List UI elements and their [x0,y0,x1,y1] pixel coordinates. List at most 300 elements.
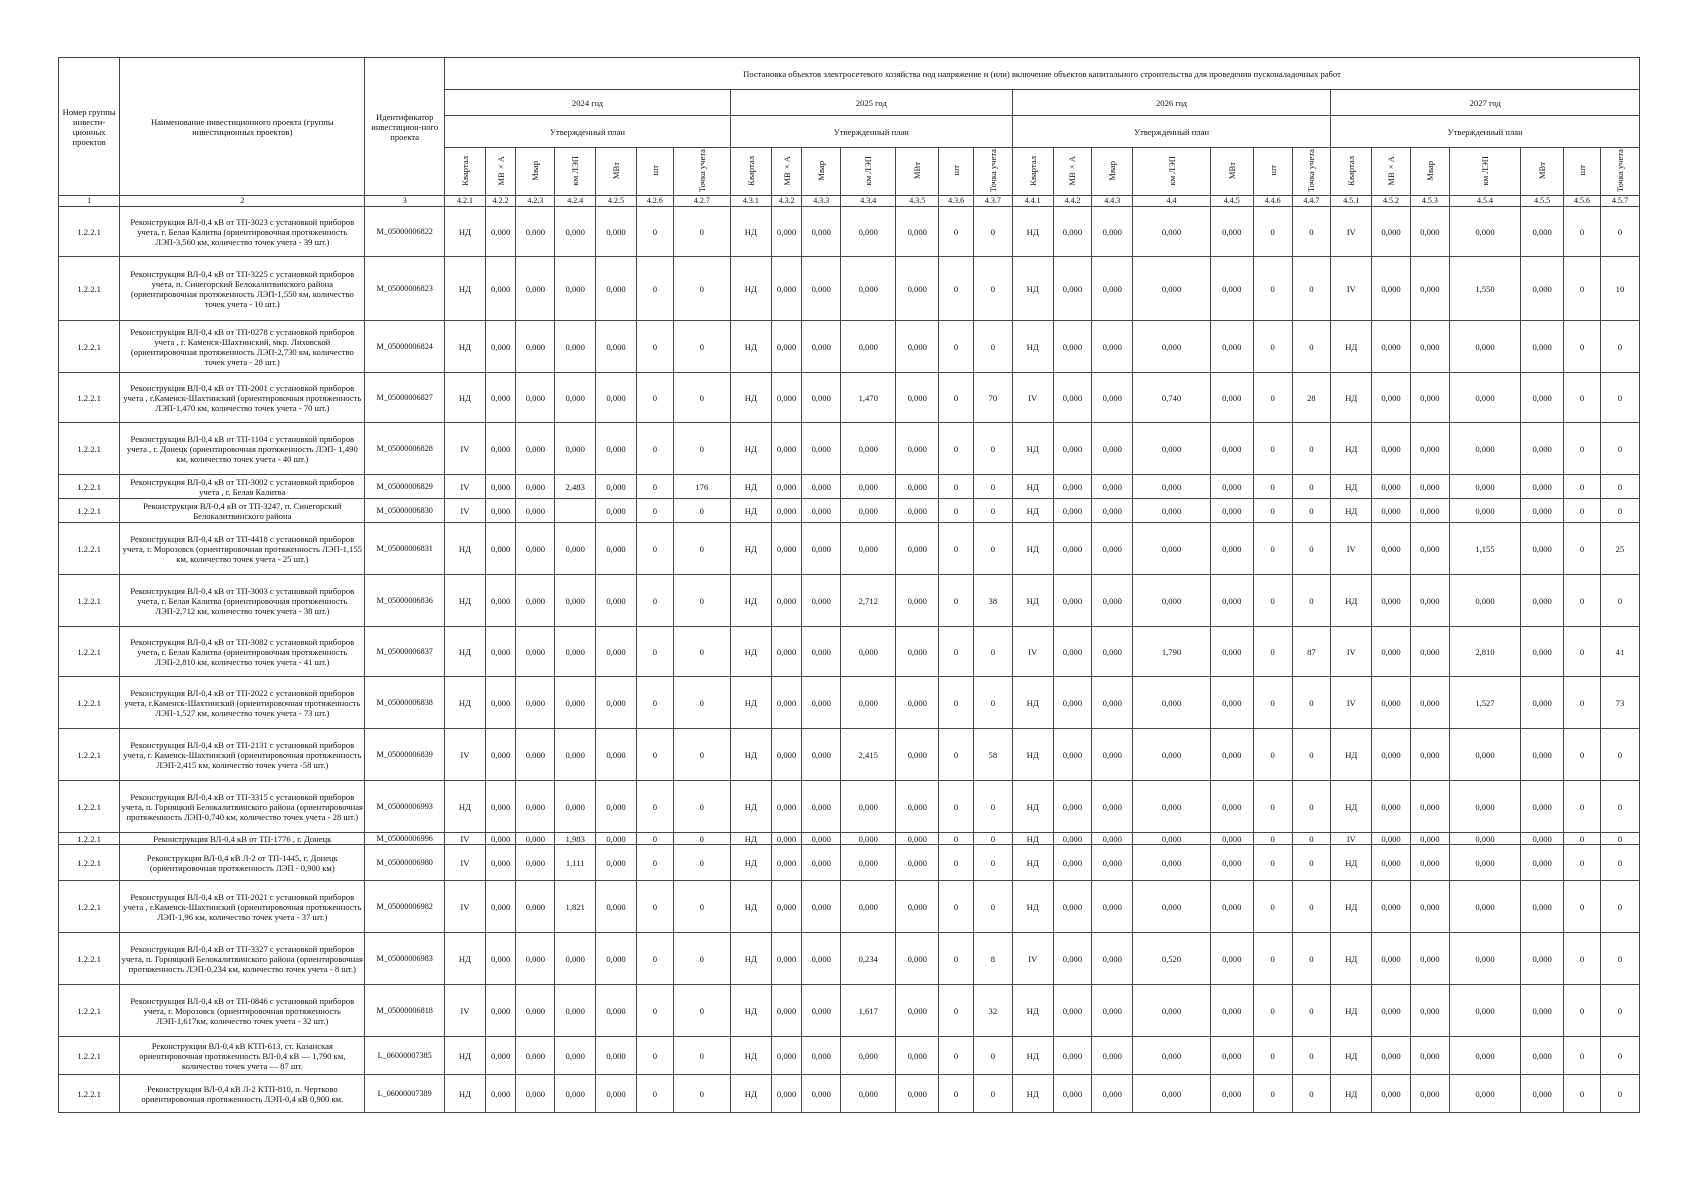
value-cell: 0,000 [1372,833,1411,845]
value-cell: 0,000 [1053,627,1092,677]
value-cell: 0,000 [841,1075,896,1113]
value-cell: 0 [939,627,974,677]
value-cell: 0 [939,729,974,781]
project-name-cell: Реконструкция ВЛ-0,4 кВ от ТП-1776 , г. Донецк [120,833,365,845]
value-cell: 0,000 [1092,729,1133,781]
value-cell: 38 [973,575,1012,627]
value-cell: 0,000 [555,677,596,729]
value-cell: НД [1331,1037,1372,1075]
value-cell: 0,000 [516,881,555,933]
value-cell: 0,000 [771,729,802,781]
value-cell: 0,000 [596,845,637,881]
value-cell: 0 [673,833,730,845]
value-cell: 0,000 [841,475,896,499]
value-cell: 0 [636,833,673,845]
value-cell: 0 [1600,499,1639,523]
value-cell: 0,000 [555,1075,596,1113]
value-cell: 0,000 [485,475,516,499]
value-cell: 0,000 [1410,475,1449,499]
value-cell: 0 [636,781,673,833]
value-cell: НД [1331,845,1372,881]
value-cell: 0 [1253,499,1292,523]
value-cell: 0,000 [1449,575,1520,627]
value-cell: 2,483 [555,475,596,499]
project-id-cell: M_05000006818 [365,985,445,1037]
value-cell: 0 [973,781,1012,833]
value-cell: 0 [1600,373,1639,423]
header-year-2027: 2027 год [1331,90,1640,116]
value-cell: 0,000 [596,1037,637,1075]
value-cell: 32 [973,985,1012,1037]
unit-header-2-6 [939,148,974,196]
value-cell: 0 [1600,729,1639,781]
value-cell: 0 [1600,1075,1639,1113]
value-cell: НД [730,627,771,677]
project-name-cell: Реконструкция ВЛ-0,4 кВ от ТП-3247, п. Синегорский Белокалитвинского района [120,499,365,523]
unit-label: Точка учета [987,148,998,193]
value-cell: 0 [1292,499,1331,523]
value-cell: 0,000 [771,627,802,677]
value-cell: 0,000 [1053,677,1092,729]
value-cell: 0,000 [485,523,516,575]
value-cell: 0,000 [1092,985,1133,1037]
value-cell: 70 [973,373,1012,423]
value-cell: 0,000 [771,373,802,423]
value-cell: 0 [673,575,730,627]
value-cell: 0,000 [802,257,841,321]
project-name-cell: Реконструкция ВЛ-0,4 кВ от ТП-0846 с установкой приборов учета, г. Морозовск (ориентировочная протяженность ЛЭП-1,617км, количество точек учета - 32 шт.) [120,985,365,1037]
value-cell: 0,000 [802,1075,841,1113]
value-cell: 0,000 [1521,729,1564,781]
table-row [59,207,1640,257]
value-cell: 0,000 [841,881,896,933]
value-cell: 0 [636,257,673,321]
column-number: 4.4.7 [1292,196,1331,207]
project-id-cell: M_05000006980 [365,845,445,881]
value-cell: 0,000 [1210,1037,1253,1075]
value-cell: 0 [636,677,673,729]
unit-label: Мвар [530,160,541,181]
project-name-cell: Реконструкция ВЛ-0,4 кВ от ТП-2131 с установкой приборов учета, г. Каменск-Шахтинский (ориентировочная протяженность ЛЭП-2,415 км, количество точек учета -58 шт.) [120,729,365,781]
value-cell: 0 [1600,881,1639,933]
value-cell: 2,712 [841,575,896,627]
value-cell: 0,000 [1053,575,1092,627]
value-cell: IV [1012,933,1053,985]
header-plan-2027: Утвержденный план [1331,116,1640,148]
value-cell: 0 [636,729,673,781]
value-cell: 0,000 [771,523,802,575]
value-cell: 0 [973,499,1012,523]
value-cell: IV [1331,677,1372,729]
value-cell: 0 [939,677,974,729]
value-cell: 0 [973,207,1012,257]
value-cell: НД [445,1037,486,1075]
value-cell: 0,000 [771,423,802,475]
value-cell: 0,000 [1092,1075,1133,1113]
value-cell: 0,000 [516,1075,555,1113]
value-cell: 0 [1292,423,1331,475]
value-cell: 0,000 [771,257,802,321]
value-cell: 1,550 [1449,257,1520,321]
value-cell: IV [445,845,486,881]
value-cell: НД [1331,729,1372,781]
value-cell: 0,000 [1410,423,1449,475]
value-cell: 0,000 [1133,257,1211,321]
value-cell: 0 [636,985,673,1037]
value-cell: 0,000 [516,423,555,475]
value-cell: 0,740 [1133,373,1211,423]
value-cell: НД [445,207,486,257]
project-name-cell: Реконструкция ВЛ-0,4 кВ от ТП-2021 с установкой приборов учета , г.Каменск-Шахтинский (ориентировочная протяженность ЛЭП-1,96 км, количество точек учета - 37 шт.) [120,881,365,933]
value-cell: 0,000 [1521,627,1564,677]
value-cell: 0,000 [555,257,596,321]
project-name-cell: Реконструкция ВЛ-0,4 кВ от ТП-4418 с установкой приборов учета, г. Морозовск (ориентировочная протяженность ЛЭП-1,155 км, количество точек учета - 25 шт.) [120,523,365,575]
project-name-cell: Реконструкция ВЛ-0,4 кВ от ТП-2022 с установкой приборов учета, г.Каменск-Шахтинский (ориентировочная протяженность ЛЭП-1,527 км, количество точек учета - 73 шт.) [120,677,365,729]
unit-label: Мвар [1107,160,1118,181]
column-number: 4.5.6 [1564,196,1601,207]
column-number: 4.4.5 [1210,196,1253,207]
value-cell: 0,000 [1372,523,1411,575]
value-cell: 0,000 [1210,1075,1253,1113]
column-number: 4.3.3 [802,196,841,207]
value-cell: 0 [939,207,974,257]
value-cell: 0,000 [1133,207,1211,257]
value-cell: 0,000 [596,257,637,321]
value-cell: 0,000 [1521,833,1564,845]
value-cell: 0,000 [896,499,939,523]
value-cell: 0,000 [1521,523,1564,575]
value-cell: 0 [636,321,673,373]
column-number: 4.2.7 [673,196,730,207]
value-cell: 0,000 [771,933,802,985]
value-cell: 0,000 [841,677,896,729]
value-cell: 0,000 [1410,677,1449,729]
value-cell: 0,000 [1449,475,1520,499]
value-cell: 0,000 [1092,781,1133,833]
value-cell: 0 [636,627,673,677]
value-cell: 1,617 [841,985,896,1037]
value-cell: 0 [1253,881,1292,933]
value-cell: 0,000 [802,475,841,499]
value-cell: 0,000 [896,1075,939,1113]
value-cell: 0,000 [516,729,555,781]
project-name-cell: Реконструкция ВЛ-0,4 кВ Л-2 от ТП-1445, г. Донецк (ориентировочная протяженность ЛЭП - 0,900 км) [120,845,365,881]
value-cell: 0,000 [1053,1075,1092,1113]
value-cell: 0,000 [1449,499,1520,523]
value-cell: 0 [939,985,974,1037]
value-cell: 0,000 [896,881,939,933]
column-number: 4.4.3 [1092,196,1133,207]
value-cell: 0 [1253,729,1292,781]
value-cell: 0 [1292,1037,1331,1075]
project-id-cell: M_05000006836 [365,575,445,627]
value-cell: 0,000 [771,677,802,729]
unit-label: Мвар [1424,160,1435,181]
value-cell: 0 [1564,627,1601,677]
value-cell: 58 [973,729,1012,781]
column-number: 4.5.4 [1449,196,1520,207]
value-cell: 0,000 [1449,985,1520,1037]
value-cell: 0,000 [1410,575,1449,627]
project-id-cell: M_05000006827 [365,373,445,423]
value-cell: 0,000 [771,781,802,833]
value-cell: 0,000 [1372,207,1411,257]
value-cell: НД [1331,985,1372,1037]
value-cell: 0,000 [1053,321,1092,373]
value-cell: 1,821 [555,881,596,933]
table-row [59,1075,1640,1113]
value-cell: 0,000 [485,845,516,881]
value-cell: 0,000 [1372,627,1411,677]
project-id-cell: M_05000006983 [365,933,445,985]
value-cell: 0 [939,373,974,423]
value-cell: 0 [636,207,673,257]
value-cell: 0,000 [516,499,555,523]
value-cell: 0 [1253,1075,1292,1113]
value-cell: 0,000 [1410,207,1449,257]
value-cell: 0 [1564,423,1601,475]
value-cell: 0,000 [1372,729,1411,781]
value-cell: НД [1331,1075,1372,1113]
value-cell: 1,983 [555,833,596,845]
value-cell: НД [730,475,771,499]
value-cell: 0,000 [1410,523,1449,575]
value-cell: 0 [1600,207,1639,257]
value-cell: 87 [1292,627,1331,677]
value-cell: 0,000 [841,781,896,833]
value-cell: 25 [1600,523,1639,575]
group-number-cell: 1.2.2.1 [59,523,120,575]
table-row [59,729,1640,781]
value-cell: 0,000 [1372,575,1411,627]
table-row [59,575,1640,627]
value-cell: 0,000 [1092,373,1133,423]
value-cell: 0,000 [771,321,802,373]
header-plan-2024: Утвержденный план [445,116,731,148]
group-number-cell: 1.2.2.1 [59,575,120,627]
value-cell: 0,000 [596,1075,637,1113]
value-cell: 0,000 [841,523,896,575]
column-number: 4.2.6 [636,196,673,207]
value-cell: 0,000 [1521,845,1564,881]
header-project-name: Наименование инвестиционного проекта (группы инвестиционных проектов) [120,58,365,196]
value-cell: 0 [1564,1037,1601,1075]
value-cell: 0 [1564,881,1601,933]
project-id-cell: M_05000006829 [365,475,445,499]
value-cell: 0,000 [1133,475,1211,499]
unit-header-3-5 [1210,148,1253,196]
value-cell: 0,000 [485,575,516,627]
value-cell: 0,000 [1410,845,1449,881]
value-cell: 0,000 [555,373,596,423]
table-row [59,833,1640,845]
value-cell: НД [1012,257,1053,321]
value-cell: 0 [1564,207,1601,257]
value-cell: 0,000 [485,1075,516,1113]
value-cell: 0,000 [841,499,896,523]
value-cell: 0,000 [1372,257,1411,321]
unit-label: км ЛЭП [1166,155,1177,186]
value-cell: 1,470 [841,373,896,423]
project-name-cell: Реконструкция ВЛ-0,4 кВ от ТП-0278 с установкой приборов учета , г. Каменск-Шахтинский, мкр. Лиховской (ориентировочная протяженность ЛЭП-2,730 км, количество точек учета - 28 шт.) [120,321,365,373]
value-cell: 0,000 [896,933,939,985]
value-cell: 0,000 [596,321,637,373]
value-cell: НД [1331,423,1372,475]
value-cell: НД [730,257,771,321]
unit-header-1-6 [636,148,673,196]
value-cell: 0,000 [516,833,555,845]
group-number-cell: 1.2.2.1 [59,1037,120,1075]
group-number-cell: 1.2.2.1 [59,499,120,523]
value-cell: 0 [1253,1037,1292,1075]
value-cell: 0,000 [1449,881,1520,933]
value-cell: 0,000 [896,833,939,845]
value-cell: 0 [1564,373,1601,423]
value-cell: 0 [1292,257,1331,321]
group-number-cell: 1.2.2.1 [59,373,120,423]
value-cell: IV [445,881,486,933]
value-cell: 0,000 [1092,475,1133,499]
value-cell: 0,000 [1521,321,1564,373]
unit-header-2-3 [802,148,841,196]
group-number-cell: 1.2.2.1 [59,257,120,321]
value-cell: 0,000 [555,627,596,677]
value-cell: 0,000 [555,575,596,627]
value-cell: 0,000 [1372,1075,1411,1113]
value-cell: 0 [1564,321,1601,373]
value-cell: 0 [1253,833,1292,845]
value-cell: 0 [1253,475,1292,499]
value-cell: НД [445,677,486,729]
value-cell: 0,000 [771,1075,802,1113]
value-cell: НД [1331,933,1372,985]
value-cell: 0,000 [1210,781,1253,833]
value-cell: 0,000 [1372,985,1411,1037]
value-cell: 0,000 [1210,207,1253,257]
value-cell: 0,000 [1053,423,1092,475]
value-cell: 0 [1253,627,1292,677]
value-cell: IV [445,423,486,475]
value-cell: 0 [673,1075,730,1113]
value-cell: 1,790 [1133,627,1211,677]
table-row [59,321,1640,373]
project-id-cell: M_05000006828 [365,423,445,475]
value-cell: 0,000 [1092,499,1133,523]
value-cell: 0 [1292,833,1331,845]
value-cell: 0,000 [802,933,841,985]
value-cell: 0,000 [1372,845,1411,881]
value-cell: 0,000 [555,423,596,475]
value-cell: 0 [1292,845,1331,881]
value-cell: 0,000 [596,499,637,523]
value-cell: 0 [939,499,974,523]
value-cell: 0 [636,499,673,523]
value-cell: 0,000 [1410,985,1449,1037]
value-cell: 0,000 [841,845,896,881]
value-cell: 0,000 [516,207,555,257]
unit-label: МВт [912,161,923,180]
value-cell: НД [445,373,486,423]
value-cell: IV [445,729,486,781]
value-cell: 0 [636,523,673,575]
value-cell: 0,000 [1521,257,1564,321]
unit-label: МВ×А [1067,155,1078,186]
value-cell: 0 [673,1037,730,1075]
value-cell: 41 [1600,627,1639,677]
value-cell: 0,000 [1210,627,1253,677]
value-cell: 0,000 [1210,423,1253,475]
value-cell: 0,000 [1449,207,1520,257]
value-cell: 0,000 [1210,475,1253,499]
value-cell: 0,000 [771,499,802,523]
table-row [59,845,1640,881]
value-cell: 0,000 [1133,833,1211,845]
investment-table [58,57,1640,1113]
value-cell: 0,000 [1053,373,1092,423]
project-id-cell: L_06000007385 [365,1037,445,1075]
value-cell: 0 [1253,845,1292,881]
unit-label: шт [1267,165,1278,176]
value-cell: 0 [939,321,974,373]
value-cell: 0 [1292,575,1331,627]
value-cell: НД [730,833,771,845]
value-cell: 0 [1600,1037,1639,1075]
unit-label: Мвар [816,160,827,181]
header-year-2024: 2024 год [445,90,731,116]
value-cell: 0 [1564,933,1601,985]
value-cell: 0,000 [802,781,841,833]
value-cell: 0 [673,423,730,475]
value-cell: 0,000 [1210,845,1253,881]
value-cell: 0,000 [1449,729,1520,781]
value-cell: 0,000 [896,627,939,677]
value-cell: 0 [673,257,730,321]
value-cell: 0,000 [802,729,841,781]
project-id-cell: M_05000006982 [365,881,445,933]
value-cell: 0 [1292,729,1331,781]
value-cell: 0,000 [896,845,939,881]
value-cell: 0 [1600,423,1639,475]
value-cell: IV [1331,833,1372,845]
value-cell: 0,000 [1053,523,1092,575]
value-cell: НД [730,523,771,575]
unit-header-1-1 [445,148,486,196]
column-number: 4.4 [1133,196,1211,207]
value-cell: НД [730,499,771,523]
value-cell: НД [730,207,771,257]
group-number-cell: 1.2.2.1 [59,677,120,729]
value-cell: 0,000 [802,881,841,933]
group-number-cell: 1.2.2.1 [59,475,120,499]
value-cell: 0,000 [841,321,896,373]
value-cell: НД [730,1075,771,1113]
value-cell: НД [730,781,771,833]
value-cell: IV [445,833,486,845]
value-cell: 0,000 [1521,373,1564,423]
value-cell: 1,527 [1449,677,1520,729]
value-cell: 0 [1564,677,1601,729]
unit-header-2-7 [973,148,1012,196]
group-number-cell: 1.2.2.1 [59,1075,120,1113]
value-cell: 0 [636,575,673,627]
value-cell: 0,000 [1410,321,1449,373]
value-cell: 0,000 [555,781,596,833]
table-row [59,677,1640,729]
value-cell: 0,000 [896,423,939,475]
value-cell: 0 [636,933,673,985]
value-cell: 0,000 [485,833,516,845]
value-cell: 0,000 [1372,499,1411,523]
